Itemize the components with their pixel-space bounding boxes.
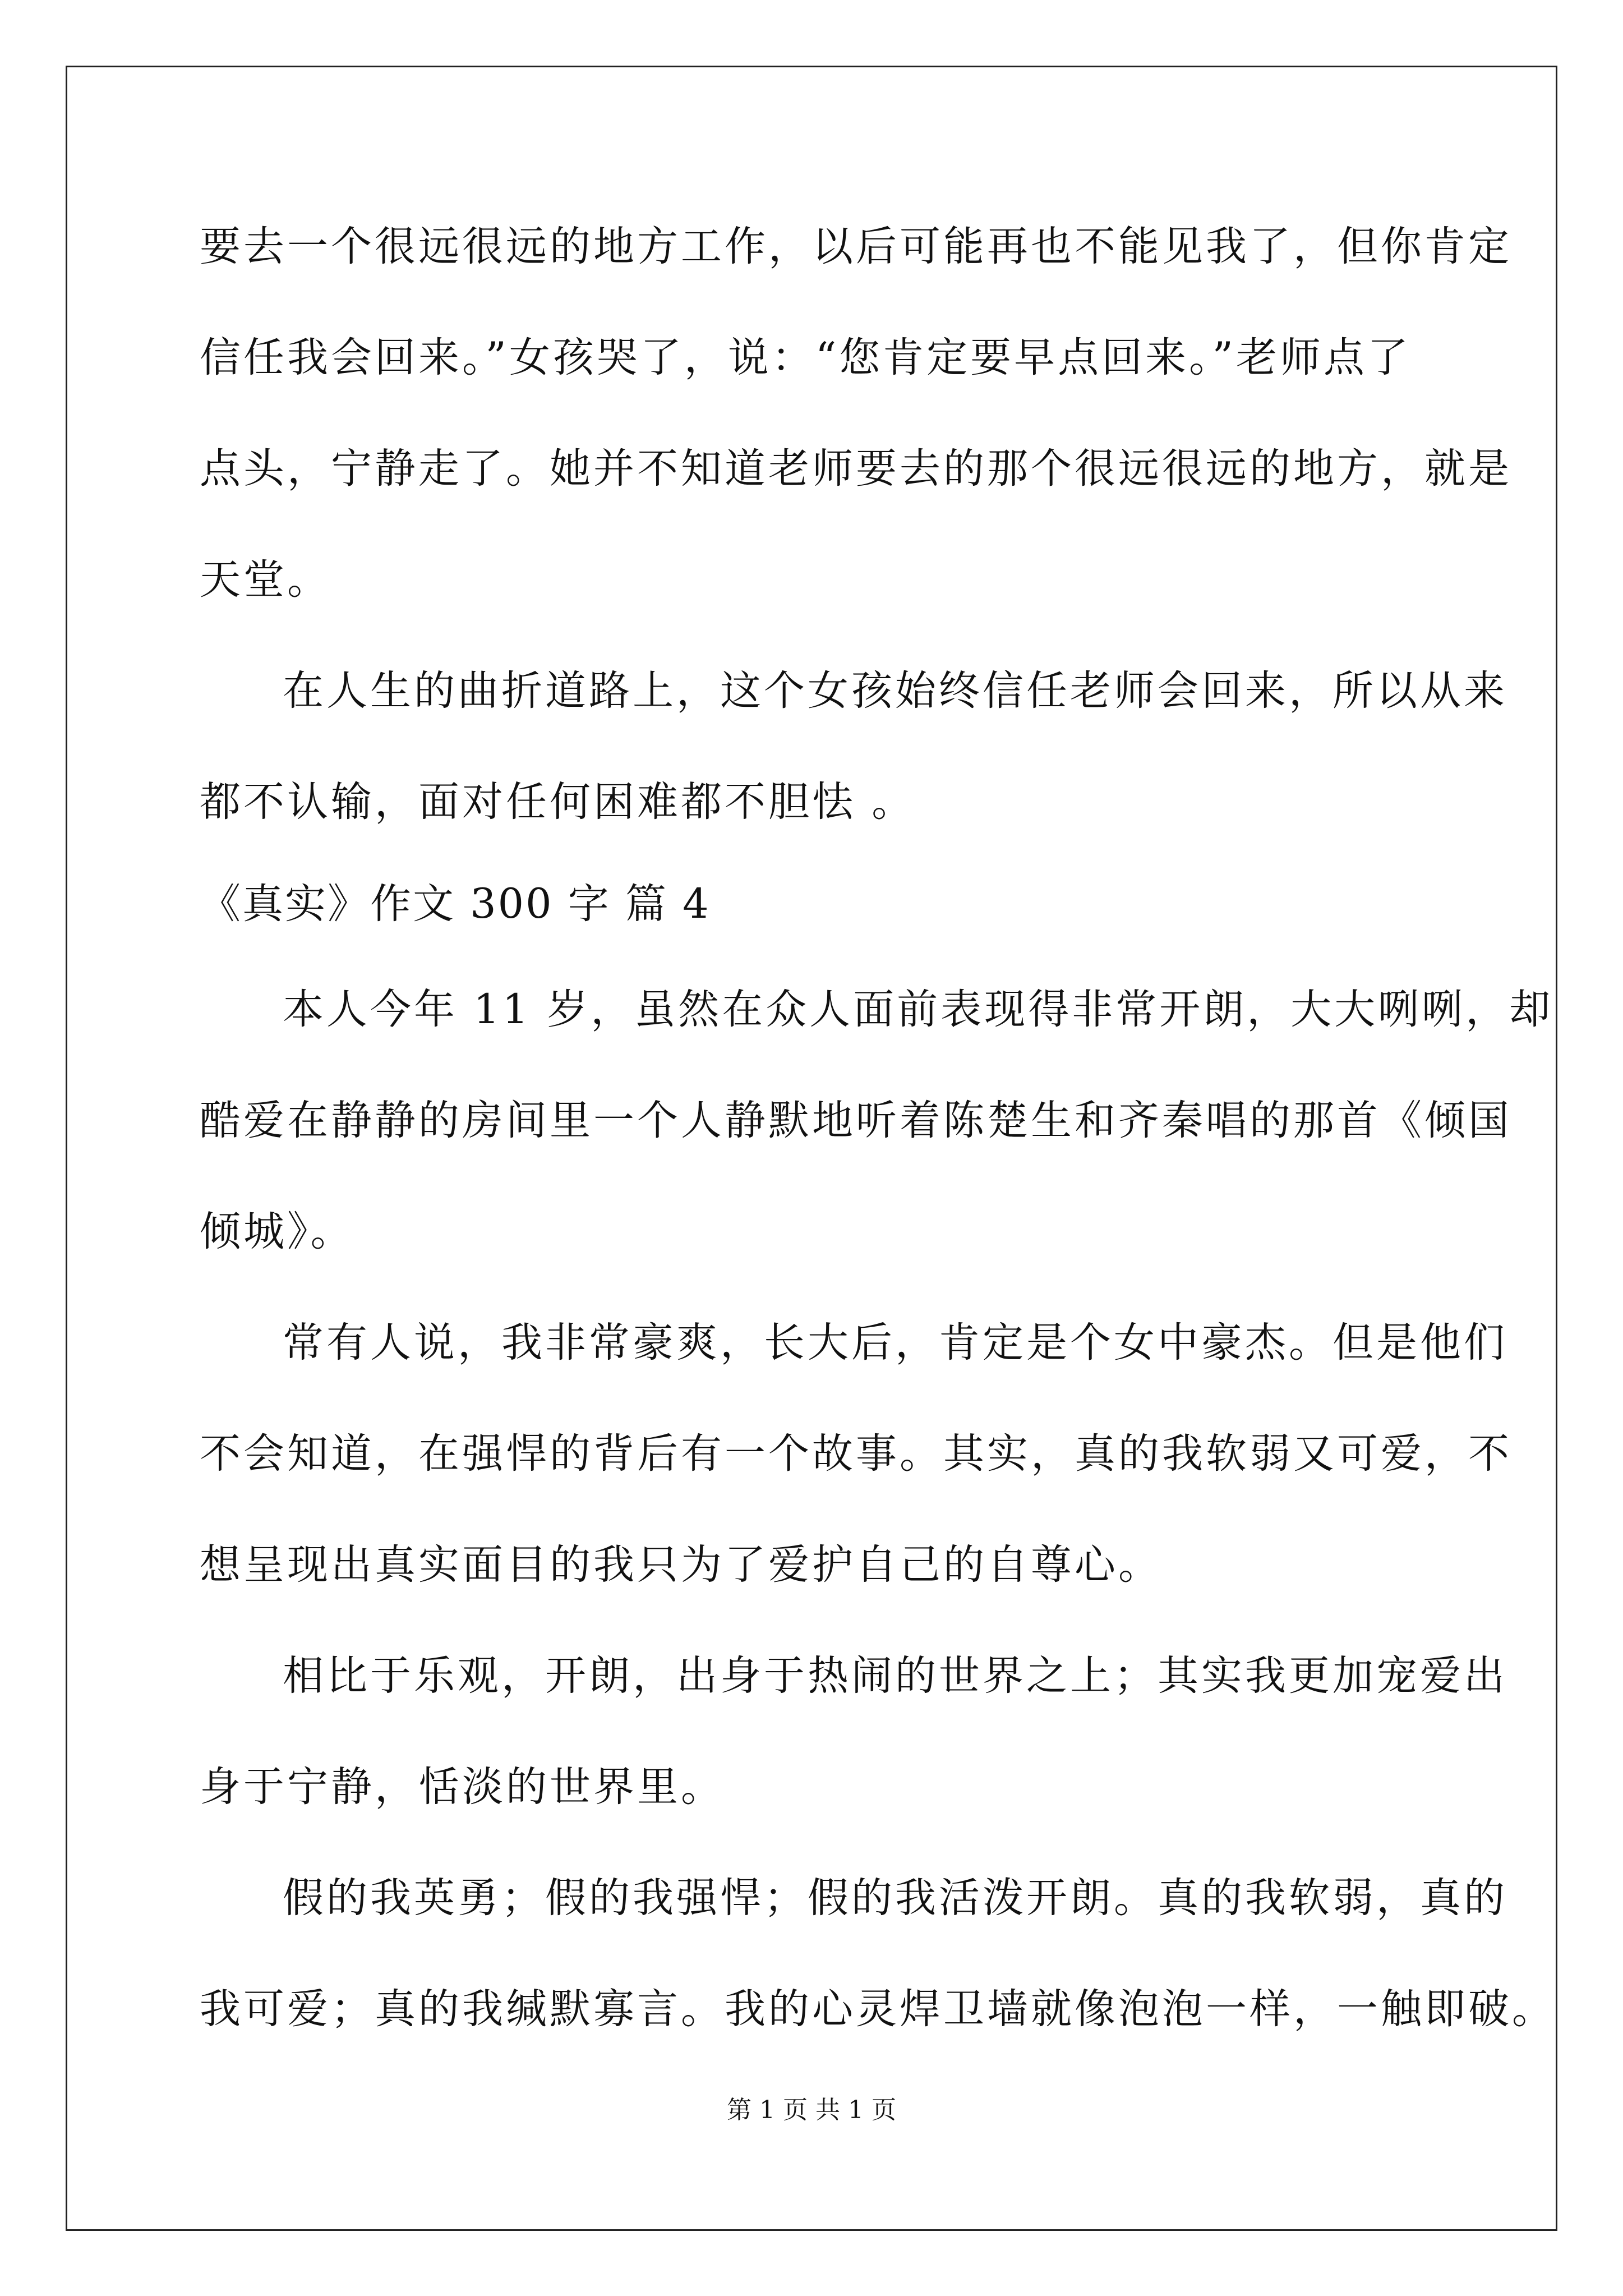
text-line: 酷爱在静静的房间里一个人静默地听着陈楚生和齐秦唱的那首《倾国 xyxy=(200,1097,1512,1144)
text-line: 要去一个很远很远的地方工作，以后可能再也不能见我了，但你肯定 xyxy=(200,223,1512,270)
text-line: 天堂。 xyxy=(200,556,331,604)
document-body xyxy=(200,219,1556,2037)
paragraph-6 xyxy=(200,1870,1556,2037)
paragraph-5 xyxy=(200,1648,1507,1815)
text-line: 假的我英勇；假的我强悍；假的我活泼开朗。真的我软弱，真的 xyxy=(283,1874,1507,1922)
text-line: 相比于乐观，开朗，出身于热闹的世界之上；其实我更加宠爱出 xyxy=(283,1652,1507,1700)
text-line: 不会知道，在强悍的背后有一个故事。其实，真的我软弱又可爱，不 xyxy=(200,1430,1512,1478)
text-line: 身于宁静，恬淡的世界里。 xyxy=(200,1763,725,1811)
page-number-footer: 第 1 页 共 1 页 xyxy=(727,2096,896,2124)
paragraph-1 xyxy=(200,219,1512,608)
section-heading: 《真实》作文 300 字 篇 4 xyxy=(200,880,711,928)
text-line: 我可爱；真的我缄默寡言。我的心灵焊卫墙就像泡泡一样，一触即破。 xyxy=(200,1985,1556,2033)
paragraph-4 xyxy=(200,1315,1512,1593)
text-line: 在人生的曲折道路上，这个女孩始终信任老师会回来，所以从来 xyxy=(283,667,1507,715)
text-line: 常有人说，我非常豪爽，长大后，肯定是个女中豪杰。但是他们 xyxy=(283,1319,1507,1366)
text-line: 想呈现出真实面目的我只为了爱护自己的自尊心。 xyxy=(200,1541,1162,1589)
text-line: 倾城》。 xyxy=(200,1208,354,1255)
paragraph-3 xyxy=(200,982,1553,1260)
text-line: 本人今年 11 岁，虽然在众人面前表现得非常开朗，大大咧咧，却 xyxy=(283,986,1553,1033)
text-line: 信任我会回来。”女孩哭了，说：“您肯定要早点回来。”老师点了 xyxy=(200,334,1411,381)
text-line: 点头，宁静走了。她并不知道老师要去的那个很远很远的地方，就是 xyxy=(200,445,1512,493)
paragraph-2 xyxy=(200,663,1507,830)
text-line: 都不认输，面对任何困难都不胆怯 。 xyxy=(200,778,916,826)
